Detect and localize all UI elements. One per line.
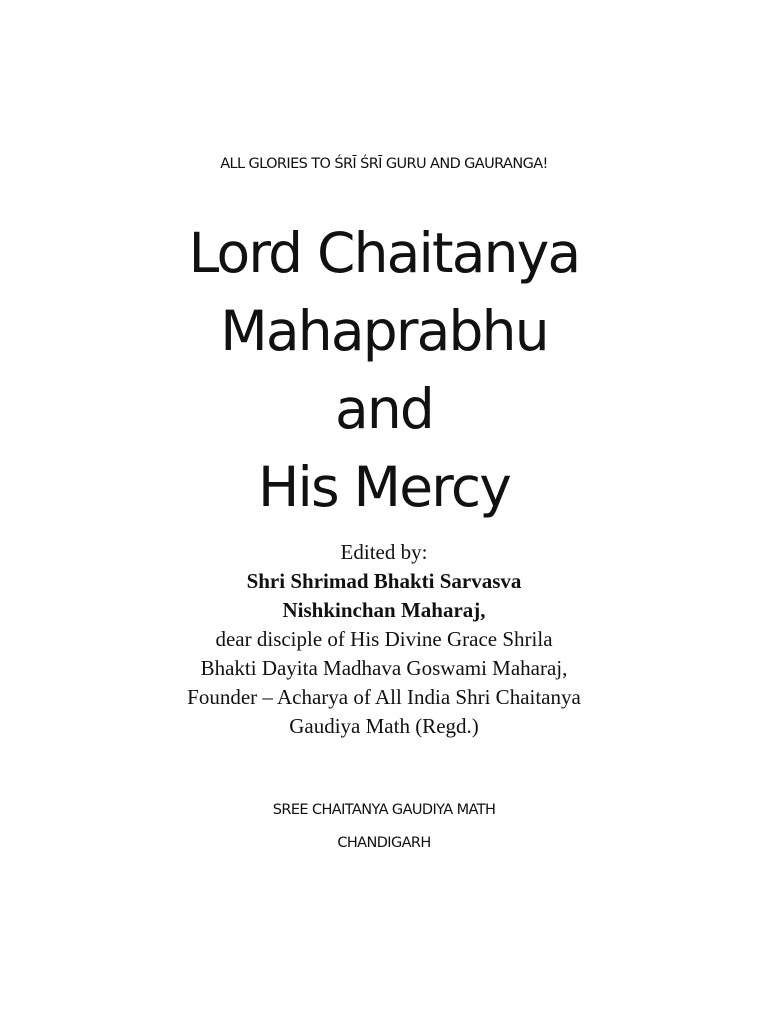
title-line-4: His Mercy	[257, 455, 511, 519]
glories-header: ALL GLORIES TO ŚRĪ ŚRĪ GURU AND GAURANGA!	[220, 156, 548, 172]
editor-description-line-3: Founder – Acharya of All India Shri Chaitanya	[187, 685, 581, 709]
editor-name-line-1: Shri Shrimad Bhakti Sarvasva	[246, 569, 522, 593]
editor-description-line-1: dear disciple of His Divine Grace Shrila	[215, 627, 553, 651]
title-line-1: Lord Chaitanya	[188, 221, 580, 285]
publisher-block	[0, 800, 768, 853]
edited-by-label: Edited by:	[340, 540, 428, 564]
publisher-city: CHANDIGARH	[337, 835, 431, 851]
editor-name-line-2: Nishkinchan Maharaj,	[282, 598, 486, 622]
editor-description-line-2: Bhakti Dayita Madhava Goswami Maharaj,	[200, 656, 568, 680]
editor-description-line-4: Gaudiya Math (Regd.)	[289, 714, 479, 738]
book-title	[0, 214, 768, 526]
title-line-2: Mahaprabhu	[220, 299, 548, 363]
publisher-name: SREE CHAITANYA GAUDIYA MATH	[272, 802, 496, 818]
title-line-3: and	[334, 377, 434, 441]
editor-block	[0, 538, 768, 741]
